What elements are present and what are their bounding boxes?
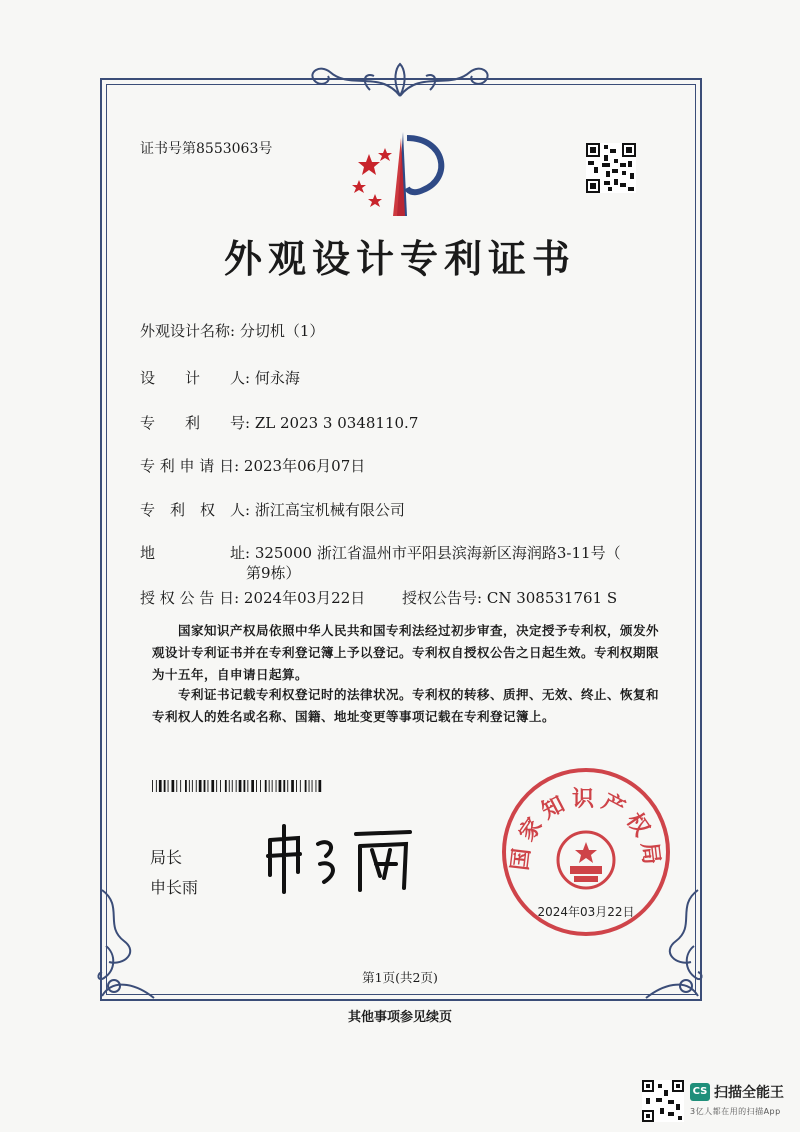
top-ornament-icon [300,60,500,100]
grant-date-row [140,587,365,608]
patent-logo-icon [345,128,455,220]
design-name-label: 外观设计名称: [140,322,236,340]
certificate-title: 外观设计专利证书 [223,236,576,281]
certificate-number: 证书号第8553063号 [140,141,273,157]
national-emblem-icon [558,832,614,888]
patent-number-value: ZL 2023 3 0348110.7 [254,414,419,432]
grant-statement-paragraph: 国家知识产权局依照中华人民共和国专利法经过初步审查，决定授予专利权，颁发外观设计专利证书并在专利登记簿上予以登记。专利权自授权公告之日起生效。专利权期限为十五年，自申请日起算。 [152,623,660,682]
patentee-label: 专 利 权 人: [140,501,251,519]
grant-date-value: 2024年03月22日 [243,589,366,607]
official-seal [498,764,674,940]
design-name-row [140,320,324,341]
address-value-line1: 325000 浙江省温州市平阳县滨海新区海润路3-11号（ [254,544,621,562]
grant-number-row [402,587,617,608]
scanner-badge: CS [690,1083,710,1101]
scanner-slogan: 3亿人都在用的扫描App [690,1107,781,1116]
designer-label: 设 计 人: [140,369,251,387]
qr-code-icon [642,1080,684,1122]
qr-code-icon [586,143,636,193]
svg-text:国家知识产权局 [508,787,664,872]
grant-number-value: CN 308531761 S [486,589,618,607]
barcode-icon [152,780,322,792]
signatory-name: 申长雨 [150,878,199,897]
filing-date-row [140,455,365,476]
seal-text: 国家知识产权局 [507,787,665,872]
filing-date-label: 专 利 申 请 日: [140,457,240,475]
address-label: 地 址: [140,544,251,562]
filing-date-value: 2023年06月07日 [243,457,366,475]
designer-value: 何永海 [254,369,300,387]
page-indicator: 第1页(共2页) [362,970,438,985]
continuation-note: 其他事项参见续页 [347,1010,452,1025]
patent-number-row [140,412,418,433]
patentee-row [140,499,405,520]
designer-row [140,367,300,388]
legal-status-paragraph: 专利证书记载专利权登记时的法律状况。专利权的转移、质押、无效、终止、恢复和专利权人的姓名或名称、国籍、地址变更等事项记载在专利登记簿上。 [152,687,660,724]
patent-number-label: 专 利 号: [140,414,251,432]
address-value-line2: 第9栋） [246,564,301,582]
handwritten-signature [260,820,420,900]
seal-date: 2024年03月22日 [537,905,635,919]
grant-date-label: 授 权 公 告 日: [140,589,240,607]
corner-ornament-icon [94,886,164,1006]
design-name-value: 分切机（1） [239,322,325,340]
scanner-app-name: 扫描全能王 [714,1085,784,1101]
grant-number-label: 授权公告号: [402,589,483,607]
patentee-value: 浙江高宝机械有限公司 [254,501,405,519]
address-row [140,542,621,563]
signatory-role: 局长 [150,848,183,867]
